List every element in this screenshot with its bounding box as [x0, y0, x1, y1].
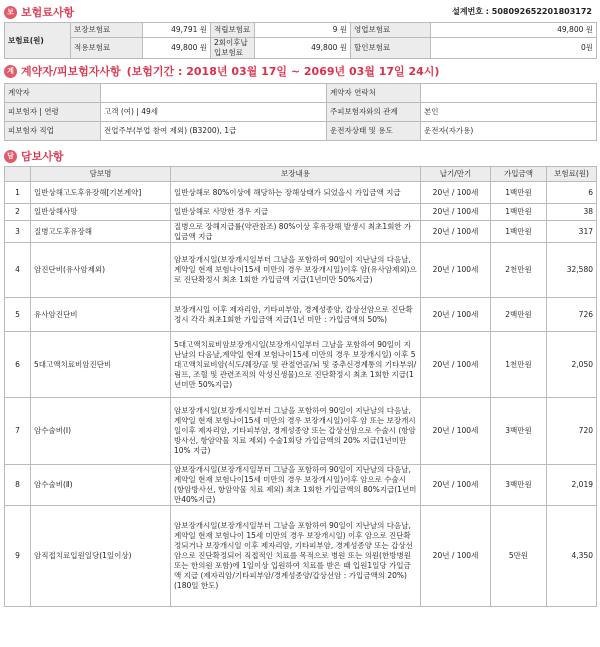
- coverage-cell-term: 20년 / 100세: [421, 298, 491, 332]
- premium-cell: 영업보험료: [351, 23, 431, 38]
- coverage-cell-amount: 1천만원: [491, 332, 547, 398]
- coverage-cell-no: 8: [5, 465, 31, 506]
- coverage-cell-term: 20년 / 100세: [421, 243, 491, 298]
- coverage-cell-desc: 일반상해로 사망한 경우 지급: [171, 204, 421, 221]
- contract-number-value: 508092652201803172: [491, 7, 592, 16]
- coverage-cell-premium: 4,350: [547, 506, 597, 607]
- contract-label: 피보험자 | 연령: [5, 103, 101, 122]
- coverage-section-header: [4, 148, 64, 164]
- coverage-row: [5, 182, 597, 204]
- coverage-cell-desc: 암보장개시일(보장개시일부터 그날을 포함하여 90일이 지난날의 다음날, 계약일 현재 보험나이15세 미만의 경우 보장개시일)이후 암(유사암제외)으로 진단확정시 최초 1회한 가입금액 지급(1년미만 50%지급): [171, 243, 421, 298]
- coverage-cell-name: 유사암진단비: [31, 298, 171, 332]
- premium-table: [4, 22, 597, 59]
- contract-label: 주피보험자와의 관계: [327, 103, 421, 122]
- contract-label: 계약자 연락처: [327, 84, 421, 103]
- coverage-section-icon: 담: [4, 150, 17, 163]
- contract-value: [421, 84, 597, 103]
- coverage-cell-amount: 2천만원: [491, 243, 547, 298]
- contract-number: [452, 6, 592, 17]
- contract-value: 고객 (여) | 49세: [101, 103, 327, 122]
- coverage-cell-amount: 1백만원: [491, 221, 547, 243]
- coverage-header: 가입금액: [491, 167, 547, 182]
- coverage-table: [4, 166, 597, 607]
- contract-value: 본인: [421, 103, 597, 122]
- coverage-row: [5, 506, 597, 607]
- premium-cell: 할인보험료: [351, 38, 431, 59]
- coverage-cell-name: 암수술비(Ⅱ): [31, 465, 171, 506]
- coverage-cell-name: 암진단비(유사암제외): [31, 243, 171, 298]
- premium-cell: 적용보험료: [71, 38, 143, 59]
- coverage-section-title: 담보사항: [21, 150, 64, 163]
- coverage-header: 담보명: [31, 167, 171, 182]
- coverage-cell-premium: 2,019: [547, 465, 597, 506]
- coverage-row: [5, 398, 597, 465]
- coverage-header: [5, 167, 31, 182]
- coverage-cell-desc: 암보장개시일(보장개시일부터 그날을 포함하여 90일이 지난날의 다음날,계약일 현재 보험나이 15세 미만의 경우 보장개시일) 이후 암으로 진단확정되거나 보장개시일 이후 제자리암, 기타피부암, 경계성종양 또는 갑상선암으로 진단확정되어 직접적인 치료를 목적으로 병원 또는 의원(한방병원 또는 한의원 포함)에 1일이상 입원하여 치료를 받은 때 입원1일당 가입금액 지급 (제자리암/기타피부암/경계성종양/갑상선암 : 가입금액의 20%)(180일 한도): [171, 506, 421, 607]
- coverage-row: [5, 332, 597, 398]
- premium-cell: 49,800 원: [431, 23, 597, 38]
- premium-cell: 2회이후납입보험료: [211, 38, 255, 59]
- coverage-cell-no: 9: [5, 506, 31, 607]
- coverage-cell-term: 20년 / 100세: [421, 182, 491, 204]
- contract-label: 피보험자 직업: [5, 122, 101, 141]
- coverage-row: [5, 204, 597, 221]
- premium-cell: 49,800 원: [255, 38, 351, 59]
- coverage-cell-premium: 720: [547, 398, 597, 465]
- coverage-cell-premium: 32,580: [547, 243, 597, 298]
- contract-value: 전업주부(부업 참여 제외) (B3200), 1급: [101, 122, 327, 141]
- coverage-cell-premium: 726: [547, 298, 597, 332]
- coverage-cell-no: 6: [5, 332, 31, 398]
- coverage-cell-desc: 암보장개시일(보장개시일부터 그날을 포함하여 90일이 지난날의 다음날, 계약일 현재 보험나이15세 미만의 경우 보장개시일)이후 암으로 수술시 (항암방사선, 항암약물 치료 제외) 최초 1회한 가입금액의 80%지급(1년미만40%지급): [171, 465, 421, 506]
- premium-section-icon: 보: [4, 6, 17, 19]
- premium-row-label: 보험료(원): [5, 23, 71, 59]
- coverage-cell-amount: 1백만원: [491, 182, 547, 204]
- coverage-cell-desc: 암보장개시일(보장개시일부터 그날을 포함하여 90일이 지난날의 다음날, 계약일 현재 보험나이15세 미만의 경우 보장개시일)이후 암 또는 보장개시일이후 제자리암, 기타피부암, 경계성종양 또는 갑상선암으로 수술시 (항암방사선, 항암약물 치료 제외) 수술1회당 가입금액의 20% 지급(1년미만 10% 지급): [171, 398, 421, 465]
- coverage-cell-no: 3: [5, 221, 31, 243]
- coverage-cell-name: 질병고도후유장해: [31, 221, 171, 243]
- contract-number-label: 설계번호 :: [452, 7, 489, 16]
- coverage-cell-no: 4: [5, 243, 31, 298]
- coverage-cell-desc: 일반상해로 80%이상에 해당하는 장해상태가 되었을시 가입금액 지급: [171, 182, 421, 204]
- coverage-cell-name: 암수술비(Ⅰ): [31, 398, 171, 465]
- contract-value: 운전자(자가용): [421, 122, 597, 141]
- coverage-cell-term: 20년 / 100세: [421, 465, 491, 506]
- contract-label: 운전자상태 및 용도: [327, 122, 421, 141]
- coverage-cell-no: 2: [5, 204, 31, 221]
- coverage-cell-term: 20년 / 100세: [421, 506, 491, 607]
- premium-cell: 9 원: [255, 23, 351, 38]
- premium-cell: 0원: [431, 38, 597, 59]
- coverage-cell-desc: 5대고액치료비암보장개시일(보장개시일부터 그날을 포함하여 90일이 지난날의 다음날,계약일 현재 보험나이15세 미만의 경우 보장개시일) 이후 5대고액치료비암(식도/췌장/골 및 관절연골/뇌 및 중추신경계통의 기타부위/림프, 조혈 및 관련조직의 악성신생물)으로 진단확정시 최초 1회한 지급(1년미만 50%지급): [171, 332, 421, 398]
- coverage-cell-name: 일반상해고도후유장해[기본계약]: [31, 182, 171, 204]
- premium-cell: 49,800 원: [143, 38, 211, 59]
- coverage-cell-desc: 보장개시일 이후 제자리암, 기타피부암, 경계성종양, 갑상선암으로 진단확정시 각각 최초1회한 가입금액 지급(1년 미만 : 가입금액의 50%): [171, 298, 421, 332]
- contract-section-title: 계약자/피보험자사항: [21, 65, 121, 78]
- coverage-cell-no: 5: [5, 298, 31, 332]
- coverage-cell-amount: 3백만원: [491, 465, 547, 506]
- coverage-cell-term: 20년 / 100세: [421, 398, 491, 465]
- coverage-cell-name: 5대고액치료비암진단비: [31, 332, 171, 398]
- coverage-cell-no: 1: [5, 182, 31, 204]
- coverage-row: [5, 298, 597, 332]
- coverage-header: 보장내용: [171, 167, 421, 182]
- premium-cell: 적립보험료: [211, 23, 255, 38]
- coverage-cell-term: 20년 / 100세: [421, 204, 491, 221]
- coverage-cell-amount: 1백만원: [491, 204, 547, 221]
- premium-section-title: 보험료사항: [21, 6, 75, 19]
- contract-table: [4, 83, 597, 141]
- coverage-cell-name: 일반상해사망: [31, 204, 171, 221]
- coverage-cell-premium: 38: [547, 204, 597, 221]
- coverage-cell-premium: 6: [547, 182, 597, 204]
- premium-section-header: [4, 4, 74, 20]
- coverage-header: 보험료(원): [547, 167, 597, 182]
- coverage-cell-amount: 5만원: [491, 506, 547, 607]
- coverage-row: [5, 465, 597, 506]
- contract-section-icon: 계: [4, 65, 17, 78]
- insurance-period: (보험기간 : 2018년 03월 17일 ~ 2069년 03월 17일 24시): [126, 65, 440, 78]
- premium-cell: 49,791 원: [143, 23, 211, 38]
- coverage-cell-term: 20년 / 100세: [421, 221, 491, 243]
- coverage-row: [5, 221, 597, 243]
- coverage-cell-amount: 3백만원: [491, 398, 547, 465]
- coverage-cell-term: 20년 / 100세: [421, 332, 491, 398]
- contract-value: [101, 84, 327, 103]
- contract-section-header: [4, 63, 439, 79]
- coverage-cell-amount: 2백만원: [491, 298, 547, 332]
- coverage-cell-no: 7: [5, 398, 31, 465]
- coverage-header: 납기/만기: [421, 167, 491, 182]
- coverage-cell-premium: 317: [547, 221, 597, 243]
- contract-label: 계약자: [5, 84, 101, 103]
- coverage-cell-desc: 질병으로 장해지급률(약관참조) 80%이상 후유장해 발생시 최초1회한 가입금액 지급: [171, 221, 421, 243]
- coverage-cell-premium: 2,050: [547, 332, 597, 398]
- coverage-cell-name: 암직접치료입원일당(1일이상): [31, 506, 171, 607]
- coverage-row: [5, 243, 597, 298]
- premium-cell: 보장보험료: [71, 23, 143, 38]
